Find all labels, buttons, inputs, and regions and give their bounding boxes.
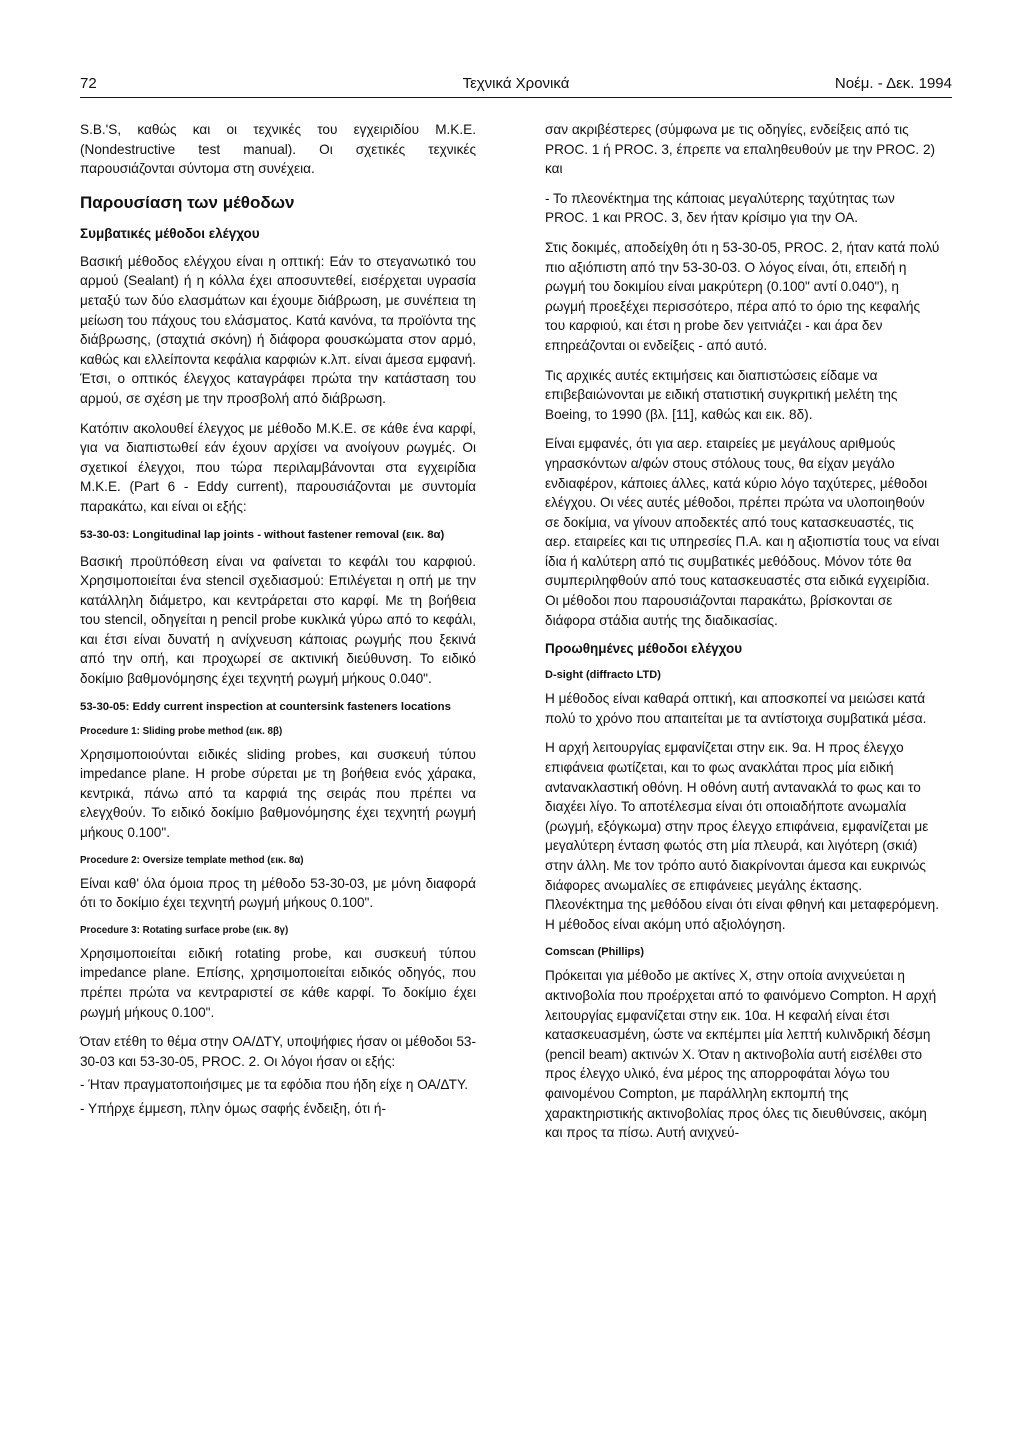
header-rule	[80, 97, 952, 98]
subsection-title: Συμβατικές μέθοδοι ελέγχου	[80, 225, 260, 241]
paragraph: Στις δοκιμές, αποδείχθη ότι η 53-30-05, PROC. 2, ήταν κατά πολύ πιο αξιόπιστη από την 53-30-03. Ο λόγος είναι, ότι, επειδή η ρωγμή του δοκιμίου είναι μακρύτερη (0.100" αντί 0.040"), η ρωγμή προεξέχει περισσότερο, πέρα από το όριο της κεφαλής του καρφιού, και έτσι η probe δεν γειτνιάζει - και άρα δεν επηρεάζονται οι ενδείξεις - από αυτό.	[545, 239, 940, 353]
procedure-title: Procedure 1: Sliding probe method (εικ. 8β)	[80, 725, 283, 737]
paragraph: Βασική μέθοδος ελέγχου είναι η οπτική: Εάν το στεγανωτικό του αρμού (Sealant) ή η κόλλα έχει αποσυντεθεί, εισέρχεται υγρασία μεταξύ των δύο ελασμάτων και έχουμε διάβρωση, με συνέπεια τη μείωση του πάχους του ελάσματος. Κατά κανόνα, τα προϊόντα της διάβρωσης, (σταχτιά σκόνη) ή διάφορα φουσκώματα στον αρμό, καθώς και ελλείποντα κεφάλια καρφιών κ.λπ. είναι άμεσα εμφανή. Έτσι, ο οπτικός έλεγχος καταγράφει πρώτα την κατάσταση του αρμού, σε σχέση με την προσβολή από διάβρωση.	[80, 253, 476, 406]
paragraph: Όταν ετέθη το θέμα στην ΟΑ/ΔΤΥ, υποψήφιες ήσαν οι μέθοδοι 53-30-03 και 53-30-05, PROC. 2. Οι λόγοι ήσαν οι εξής:	[80, 1034, 476, 1069]
page-number: 72	[80, 75, 97, 92]
paragraph: Χρησιμοποιούνται ειδικές sliding probes, και συσκευή τύπου impedance plane. Η probe σύρεται με τη βοήθεια ενός χάρακα, κεντρικά, πάνω από τα καρφιά της σειράς που πρέπει να ελεγχθούν. Το ειδικό δοκίμιο βαθμονόμησης έχει τεχνητή ρωγμή μήκους 0.100".	[80, 746, 476, 841]
intro-paragraph: S.B.'S, καθώς και οι τεχνικές του εγχειριδίου M.K.E. (Nondestructive test manual). Οι σχετικές τεχνικές παρουσιάζονται σύντομα στη συνέχεια.	[80, 122, 476, 177]
method-title: 53-30-05: Eddy current inspection at countersink fasteners locations	[80, 700, 451, 713]
procedure-title: Procedure 3: Rotating surface probe (εικ. 8γ)	[80, 924, 289, 936]
paragraph: Τις αρχικές αυτές εκτιμήσεις και διαπιστώσεις είδαμε να επιβεβαιώνονται με ειδική στατιστική συγκριτική μελέτη της Boeing, το 1990 (βλ. [11], καθώς και εικ. 8δ).	[545, 367, 898, 422]
method-title: D-sight (diffracto LTD)	[545, 669, 661, 682]
bullet-item: - Το πλεονέκτημα της κάποιας μεγαλύτερης ταχύτητας των PROC. 1 και PROC. 3, δεν ήταν κρίσιμο για την ΟΑ.	[545, 190, 895, 226]
paragraph: Χρησιμοποιείται ειδική rotating probe, και συσκευή τύπου impedance plane. Επίσης, χρησιμοποιείται ειδικός οδηγός, που πρέπει πρώτα να κεντραριστεί σε κάθε καρφί. Το δοκίμιο έχει ρωγμή μήκους 0.100".	[80, 945, 476, 1020]
paragraph: Η αρχή λειτουργίας εμφανίζεται στην εικ. 9α. Η προς έλεγχο επιφάνεια φωτίζεται, και το φως ανακλάται προς μία ειδική ανtανακλαστική οθόνη. Η οθόνη αυτή αντανακλά το φως και το διαχέει λίγο. Το αποτέλεσμα είναι ότι οποιαδήποτε ανωμαλία (ρωγμή, εξόγκωμα) στην προς έλεγχο επιφάνεια, εμφανίζεται με μεγαλύτερη ένταση φωτός στη μία πλευρά, και λιγότερη (σκιά) στην άλλη. Με τον τρόπο αυτό διακρίνονται άμεσα και ευκρινώς διάφορες ανωμαλίες σε επιφάνειες μεγάλης έκτασης. Πλεονέκτημα της μεθόδου είναι ότι είναι φθηνή και μεταφερόμενη. Η μέθοδος είναι ακόμη υπό αξιολόγηση.	[545, 740, 939, 932]
method-title: 53-30-03: Longitudinal lap joints - without fastener removal (εικ. 8α)	[80, 528, 445, 541]
bullet-item: - Υπήρχε έμμεση, πλην όμως σαφής ένδειξη, ότι ή-	[80, 1100, 386, 1116]
paragraph: Κατόπιν ακολουθεί έλεγχος με μέθοδο M.K.E. σε κάθε ένα καρφί, για να διαπιστωθεί εάν έχουν αρχίσει να ανοίγουν ρωγμές. Οι σχετικοί έλεγχοι, που τώρα περιλαμβάνονται στα εγχειρίδια M.K.E. (Part 6 - Eddy current), παρουσιάζονται με συντομία παρακάτω, και είναι οι εξής:	[80, 420, 476, 514]
left-column	[80, 120, 476, 1129]
subsection-title: Προωθημένες μέθοδοι ελέγχου	[545, 641, 743, 657]
right-column	[545, 120, 941, 1153]
procedure-title: Procedure 2: Oversize template method (εικ. 8α)	[80, 854, 304, 866]
paragraph: Πρόκειται για μέθοδο με ακτίνες X, στην οποία ανιχνεύεται η ακτινοβολία που προέρχεται από το φαινόμενο Compton. Η αρχή λειτουργίας εμφανίζεται στην εικ. 10α. Η κεφαλή είναι έτσι κατασκευασμένη, ώστε να εκπέμπει μία λεπτή κυλινδρική δέσμη (pencil beam) ακτινών X. Όταν η ακτινοβολία αυτή εισέλθει στο προς έλεγχο υλικό, ένα μέρος της απορροφάται λόγω του φαινομένου Compton, με παράλληλη εκπομπή της χαρακτηριστικής ακτινοβολίας προς όλες τις διευθύνσεις, ακόμη και προς τα πίσω. Αυτή ανιχνεύ-	[545, 968, 937, 1141]
bullet-item: - Ήταν πραγματοποιήσιμες με τα εφόδια που ήδη είχε η ΟΑ/ΔΤΥ.	[80, 1077, 469, 1093]
paragraph: Η μέθοδος είναι καθαρά οπτική, και αποσκοπεί να μειώσει κατά πολύ το χρόνο που απαιτείται με τα αντίστοιχα συμβατικά μέσα.	[545, 691, 927, 726]
section-title: Παρουσίαση των μέθοδων	[80, 192, 295, 212]
paragraph: Βασική προϋπόθεση είναι να φαίνεται το κεφάλι του καρφιού. Χρησιμοποιείται ένα stencil σχεδιασμού: Επιλέγεται η οπή με την κατάλληλη διάμετρο, και κεντράρεται στο καρφί. Με τη βοήθεια του stencil, οδηγείται η pencil probe κυκλικά γύρω από το κεφάλι, και έτσι είναι δυνατή η ανίχνευση κάποιας ρωγμής που ξεκινά από την οπή, και προχωρεί σε ακτινική διεύθυνση. Το ειδικό δοκίμιο βαθμονόμησης έχει τεχνητή ρωγμή μήκους 0.040".	[80, 553, 476, 687]
journal-title: Τεχνικά Χρονικά	[462, 75, 570, 92]
page-header	[80, 74, 952, 100]
method-title: Comscan (Phillips)	[545, 946, 645, 959]
paragraph: σαν ακριβέστερες (σύμφωνα με τις οδηγίες, ενδείξεις από τις PROC. 1 ή PROC. 3, έπρεπε να επαληθευθούν με την PROC. 2) και	[545, 122, 936, 177]
paragraph: Είναι καθ' όλα όμοια προς τη μέθοδο 53-30-03, με μόνη διαφορά ότι το δοκίμιο έχει τεχνητή ρωγμή μήκους 0.100".	[80, 875, 476, 911]
paragraph: Είναι εμφανές, ότι για αερ. εταιρείες με μεγάλους αριθμούς γηρασκόντων α/φών στους στόλους τους, θα είχαν μεγάλο ενδιαφέρον, κάποιες άλλες, κατά κύριο λόγο ταχύτερες, μέθοδοι ελέγχου. Οι νέες αυτές μέθοδοι, πρέπει πρώτα να υλοποιηθούν σε δοκίμια, να γίνουν αποδεκτές από τους κατασκευαστές, τις αερ. εταιρείες και τις υπηρεσίες Π.Α. και η αξιοπιστία τους να είναι ίδια ή καλύτερη από τις συμβατικές μεθόδους. Μόνον τότε θα συμπεριληφθούν από τους κατασκευαστές στα ειδικά εγχειρίδια. Οι μέθοδοι που παρουσιάζονται παρακάτω, βρίσκονται σε διάφορα στάδια αυτής της διαδικασίας.	[545, 436, 940, 628]
issue-date: Νοέμ. - Δεκ. 1994	[834, 75, 952, 92]
